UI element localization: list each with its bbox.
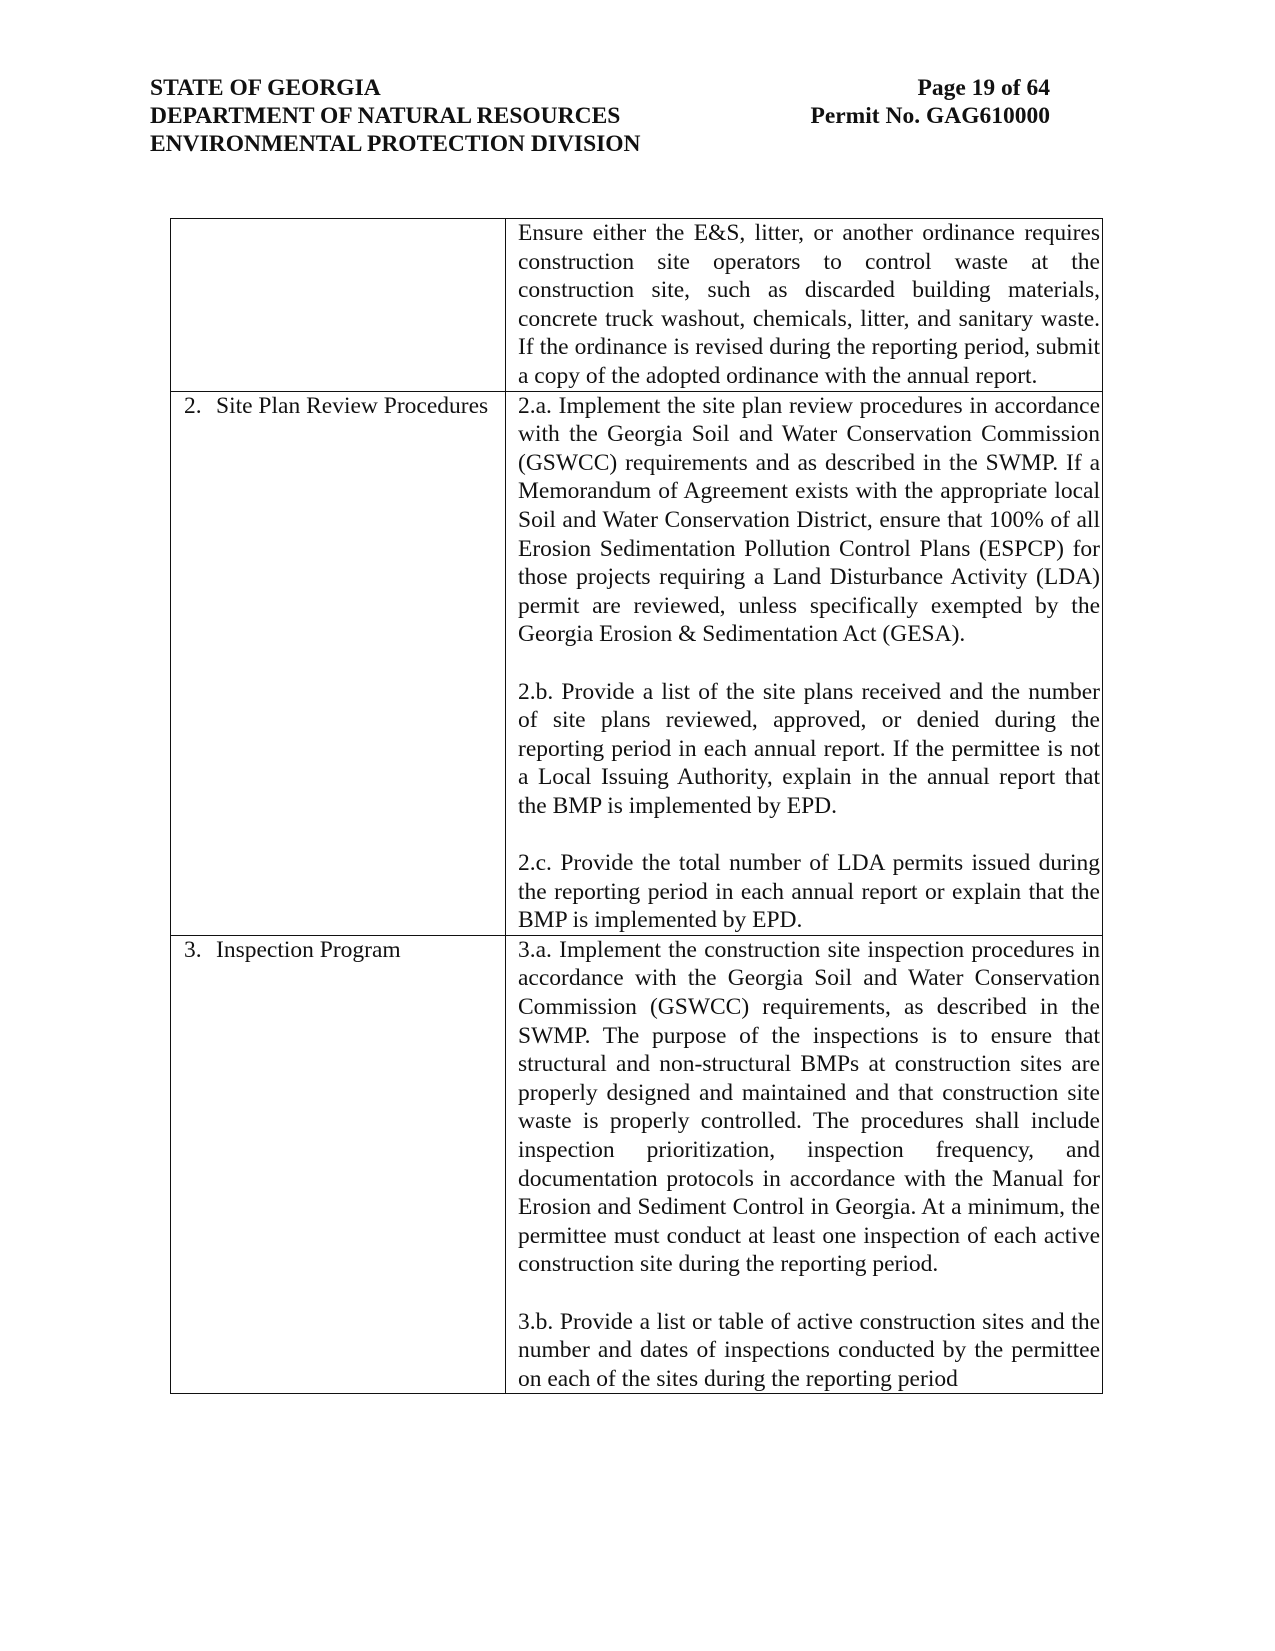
requirement-paragraph: Ensure either the E&S, litter, or another ordinance requires construction site operators to control waste at the construction site, such as discarded building materials, concrete truck washout, chemicals, litter, and sanitary waste. If the ordinance is revised during the reporting period, submit a copy of the adopted ordinance with the annual report. — [518, 220, 1100, 389]
page-info-block — [790, 74, 1050, 130]
requirement-paragraph: 3.b. Provide a list or table of active construction sites and the number and dates of inspections conducted by the permittee on each of the sites during the reporting period — [518, 1308, 1100, 1392]
requirement-cell — [506, 391, 1103, 935]
table-row — [171, 219, 1103, 392]
agency-division: ENVIRONMENTAL PROTECTION DIVISION — [150, 131, 641, 157]
bmp-cell — [171, 935, 506, 1394]
agency-department: DEPARTMENT OF NATURAL RESOURCES — [150, 103, 621, 129]
agency-state: STATE OF GEORGIA — [150, 75, 381, 101]
page-number: Page 19 of 64 — [917, 75, 1050, 101]
bmp-label — [171, 936, 505, 965]
bmp-name: Site Plan Review Procedures — [216, 392, 489, 419]
bmp-label — [171, 392, 505, 421]
bmp-cell — [171, 391, 506, 935]
table-row — [171, 935, 1103, 1394]
requirement-paragraph: 2.c. Provide the total number of LDA permits issued during the reporting period in each annual report or explain that the BMP is implemented by EPD. — [518, 850, 1100, 934]
permit-number: Permit No. GAG610000 — [810, 103, 1050, 129]
bmp-requirements-table — [170, 218, 1103, 1394]
agency-block — [150, 74, 641, 158]
requirement-paragraph: 3.a. Implement the construction site inspection procedures in accordance with the Georgia Soil and Water Conservation Commission (GSWCC) requirements, as described in the SWMP. The purpose of the inspections is to ensure that structural and non-structural BMPs at construction sites are properly designed and maintained and that construction site waste is properly controlled. The procedures shall include inspection prioritization, inspection frequency, and documentation protocols in accordance with the Manual for Erosion and Sediment Control in Georgia. At a minimum, the permittee must conduct at least one inspection of each active construction site during the reporting period. — [518, 936, 1100, 1278]
requirement-cell — [506, 935, 1103, 1394]
requirement-cell — [506, 219, 1103, 392]
requirement-paragraph: 2.b. Provide a list of the site plans received and the number of site plans reviewed, approved, or denied during the reporting period in each annual report. If the permittee is not a Local Issuing Authority, explain in the annual report that the BMP is implemented by EPD. — [518, 678, 1100, 819]
bmp-cell — [171, 219, 506, 392]
bmp-number: 3. — [184, 936, 202, 963]
table-row — [171, 391, 1103, 935]
bmp-number: 2. — [184, 392, 202, 419]
requirement-paragraph: 2.a. Implement the site plan review procedures in accordance with the Georgia Soil and Water Conservation Commission (GSWCC) requirements and as described in the SWMP. If a Memorandum of Agreement exists with the appropriate local Soil and Water Conservation District, ensure that 100% of all Erosion Sedimentation Pollution Control Plans (ESPCP) for those projects requiring a Land Disturbance Activity (LDA) permit are reviewed, unless specifically exempted by the Georgia Erosion & Sedimentation Act (GESA). — [518, 392, 1100, 648]
bmp-name: Inspection Program — [216, 936, 401, 963]
